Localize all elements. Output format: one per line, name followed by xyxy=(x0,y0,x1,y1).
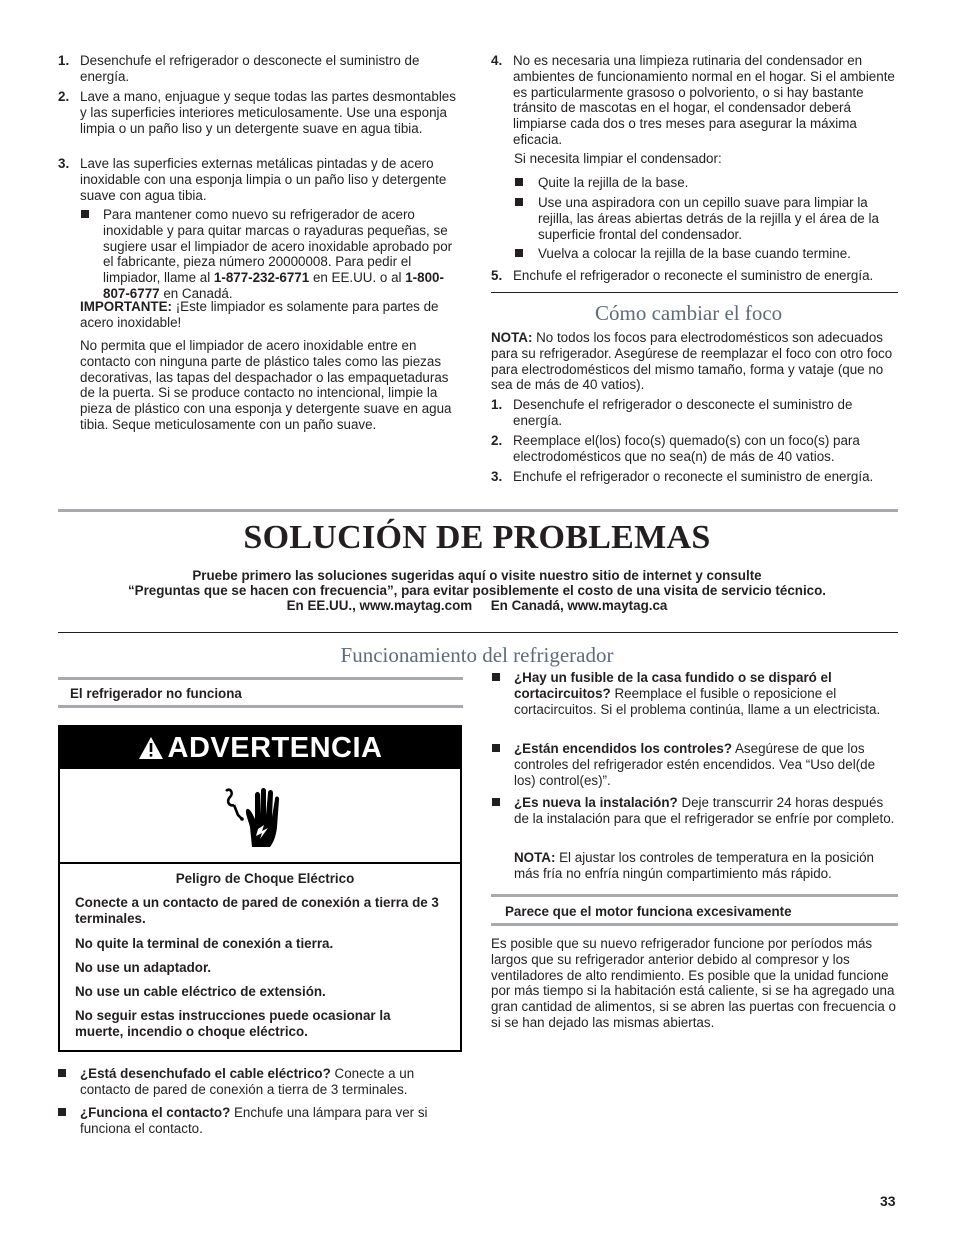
step-number: 1. xyxy=(491,397,503,412)
bullet-marker xyxy=(515,198,523,206)
motor-paragraph: Es posible que su nuevo refrigerador funcione por períodos más largos que su refrigerador anterior debido al compresor y los ventiladores de alto rendimiento. Es posible que la unidad funcione por más tiempo si la habitación está caliente, si se ha agregado una gran cantidad de alimentos, si se abren las puertas con frecuencia o si se han dejado las mismas abiertas. xyxy=(491,936,896,1030)
step-number: 3. xyxy=(491,469,503,484)
check-cord-unplugged xyxy=(80,1066,465,1098)
importante-text: ¡Este limpiador es solamente para partes de acero inoxidable! xyxy=(80,299,439,330)
step-number: 2. xyxy=(58,89,70,104)
warning-triangle-icon xyxy=(138,736,164,760)
intro-line-2: “Preguntas que se hacen con frecuencia”, para evitar posiblemente el costo de una visita de servicio técnico. xyxy=(127,583,827,598)
controls-note-text: El ajustar los controles de temperatura en la posición más fría no enfría ningún compartimiento más rápido. xyxy=(514,850,874,881)
bullet-marker xyxy=(81,210,89,218)
importante-note xyxy=(80,299,465,331)
warning-box xyxy=(58,725,462,1052)
check-controls-on xyxy=(514,741,899,788)
check-outlet-works xyxy=(80,1105,465,1137)
subheading-rule-top xyxy=(58,677,463,680)
subheading-rule-bottom xyxy=(58,705,463,708)
intro-line-3: En EE.UU., www.maytag.com En Canadá, www.maytag.ca xyxy=(286,598,668,613)
check-new-installation xyxy=(514,795,899,827)
condenser-intro: Si necesita limpiar el condensador: xyxy=(514,151,722,166)
controls-note-label: NOTA: xyxy=(514,850,556,865)
intro-bottom-rule xyxy=(58,632,898,633)
check-question: ¿Hay un fusible de la casa fundido o se disparó el cortacircuitos? xyxy=(514,670,832,701)
warning-line-2: No quite la terminal de conexión a tierra. xyxy=(75,936,334,951)
step-text: Desenchufe el refrigerador o desconecte el suministro de energía. xyxy=(513,397,853,428)
check-answer: Reemplace el fusible o reposicione el cortacircuitos. Si el problema continúa, llame a un electricista. xyxy=(514,685,881,717)
cleaner-text-mid: en EE.UU. o al xyxy=(309,270,406,286)
bullet-marker xyxy=(515,249,523,257)
warning-hazard: Peligro de Choque Eléctrico xyxy=(175,871,355,886)
bullet-marker xyxy=(492,798,500,806)
motor-rule-bottom xyxy=(491,923,898,926)
bulb-note-text: No todos los focos para electrodomésticos son adecuados para su refrigerador. Asegúrese de reemplazar el foco con otro foco para electrodomésticos del mismo tamaño, forma y vataje (que no sea de más de 40 vatios). xyxy=(491,330,893,393)
condenser-bullet-2: Use una aspiradora con un cepillo suave para limpiar la rejilla, las áreas abiertas detrás de la rejilla y el área de la superficie frontal del condensador. xyxy=(538,195,879,242)
page-number: 33 xyxy=(880,1193,896,1209)
bulb-section-rule xyxy=(491,292,898,293)
bulb-note xyxy=(491,330,899,393)
cleaner-text-post: en Canadá. xyxy=(159,285,233,301)
bullet-marker xyxy=(492,673,500,681)
step-text: Lave las superficies externas metálicas pintadas y de acero inoxidable con una esponja limpia o un paño liso y detergente suave con agua tibia. xyxy=(80,156,447,203)
bulb-heading: Cómo cambiar el foco xyxy=(595,301,783,325)
bullet-marker xyxy=(515,178,523,186)
section-top-rule xyxy=(58,509,898,512)
stainless-cleaner-bullet xyxy=(103,207,465,302)
check-answer: Conecte a un contacto de pared de conexión a tierra de 3 terminales. xyxy=(80,1066,415,1097)
bullet-marker xyxy=(58,1069,66,1077)
condenser-bullet-3: Vuelva a colocar la rejilla de la base cuando termine. xyxy=(538,246,851,261)
cleaner-text-pre: Para mantener como nuevo su refrigerador de acero inoxidable y para quitar marcas o rayaduras pequeñas, se sugiere usar el limpiador de acero inoxidable aprobado por el fabricante, pieza número 20000008. Para pedir el limpiador, llame al xyxy=(103,207,453,286)
intro-line-1: Pruebe primero las soluciones sugeridas aquí o visite nuestro sitio de internet y consulte xyxy=(192,568,762,583)
warning-line-3: No use un adaptador. xyxy=(75,960,212,975)
check-question: ¿Está desenchufado el cable eléctrico? xyxy=(80,1066,331,1081)
step-number: 3. xyxy=(58,156,70,171)
plastic-warning-paragraph: No permita que el limpiador de acero inoxidable entre en contacto con ninguna parte de plástico tales como las piezas decorativas, las tapas del despachador o las empaquetaduras de la puerta. Si se produce contacto no intencional, limpie la pieza de plástico con una esponja y detergente suave en agua tibia. Seque meticulosamente con un paño suave. xyxy=(80,338,452,432)
motor-rule-top xyxy=(491,894,898,897)
importante-label: IMPORTANTE: xyxy=(80,299,172,314)
warning-divider xyxy=(60,862,460,864)
subheading-motor: Parece que el motor funciona excesivamente xyxy=(505,904,792,919)
warning-line-5: No seguir estas instrucciones puede ocasionar la muerte, incendio o choque eléctrico. xyxy=(75,1008,391,1039)
step-text: Enchufe el refrigerador o reconecte el suministro de energía. xyxy=(513,469,874,484)
functioning-heading: Funcionamiento del refrigerador xyxy=(340,643,614,667)
step-text: Desenchufe el refrigerador o desconecte el suministro de energía. xyxy=(80,53,420,84)
page-title: SOLUCIÓN DE PROBLEMAS xyxy=(243,519,711,556)
warning-line-1: Conecte a un contacto de pared de conexión a tierra de 3 terminales. xyxy=(75,895,439,926)
bullet-marker xyxy=(492,744,500,752)
warning-title: ADVERTENCIA xyxy=(167,732,383,764)
electric-shock-hand-icon xyxy=(220,781,290,859)
step-number: 5. xyxy=(491,268,503,283)
controls-note xyxy=(514,850,899,882)
check-answer: Asegúrese de que los controles del refrigerador estén encendidos. Vea “Uso del(de los) control(es)”. xyxy=(514,741,876,788)
check-fuse xyxy=(514,670,899,717)
step-text: No es necesaria una limpieza rutinaria del condensador en ambientes de funcionamiento normal en el hogar. Si el ambiente es particularmente grasoso o polvoriento, o si hay bastante tránsito de mascotas en el hogar, el condensador deberá limpiarse cada dos o tres meses para asegurar la máxima eficacia. xyxy=(513,53,895,147)
check-question: ¿Funciona el contacto? xyxy=(80,1105,231,1120)
warning-header xyxy=(60,727,460,769)
warning-line-4: No use un cable eléctrico de extensión. xyxy=(75,984,326,999)
phone-us: 1-877-232-6771 xyxy=(213,270,310,286)
step-number: 2. xyxy=(491,433,503,448)
phone-canada: 1-800-807-6777 xyxy=(103,270,444,301)
check-answer: Deje transcurrir 24 horas después de la instalación para que el refrigerador se enfríe por completo. xyxy=(514,795,895,826)
step-number: 1. xyxy=(58,53,70,68)
bulb-note-label: NOTA: xyxy=(491,330,533,345)
check-answer: Enchufe una lámpara para ver si funciona el contacto. xyxy=(80,1105,428,1136)
step-text: Reemplace el(los) foco(s) quemado(s) con un foco(s) para electrodomésticos que no sea(n) de más de 40 vatios. xyxy=(513,433,860,464)
check-question: ¿Están encendidos los controles? xyxy=(514,741,733,756)
condenser-bullet-1: Quite la rejilla de la base. xyxy=(538,175,689,190)
subheading-not-working: El refrigerador no funciona xyxy=(70,686,242,701)
check-question: ¿Es nueva la instalación? xyxy=(514,795,678,810)
step-text: Enchufe el refrigerador o reconecte el suministro de energía. xyxy=(513,268,874,283)
step-number: 4. xyxy=(491,53,503,68)
bullet-marker xyxy=(58,1108,66,1116)
step-text: Lave a mano, enjuague y seque todas las partes desmontables y las superficies interiores meticulosamente. Use una esponja limpia o un paño liso y un detergente suave en agua tibia. xyxy=(80,89,456,136)
